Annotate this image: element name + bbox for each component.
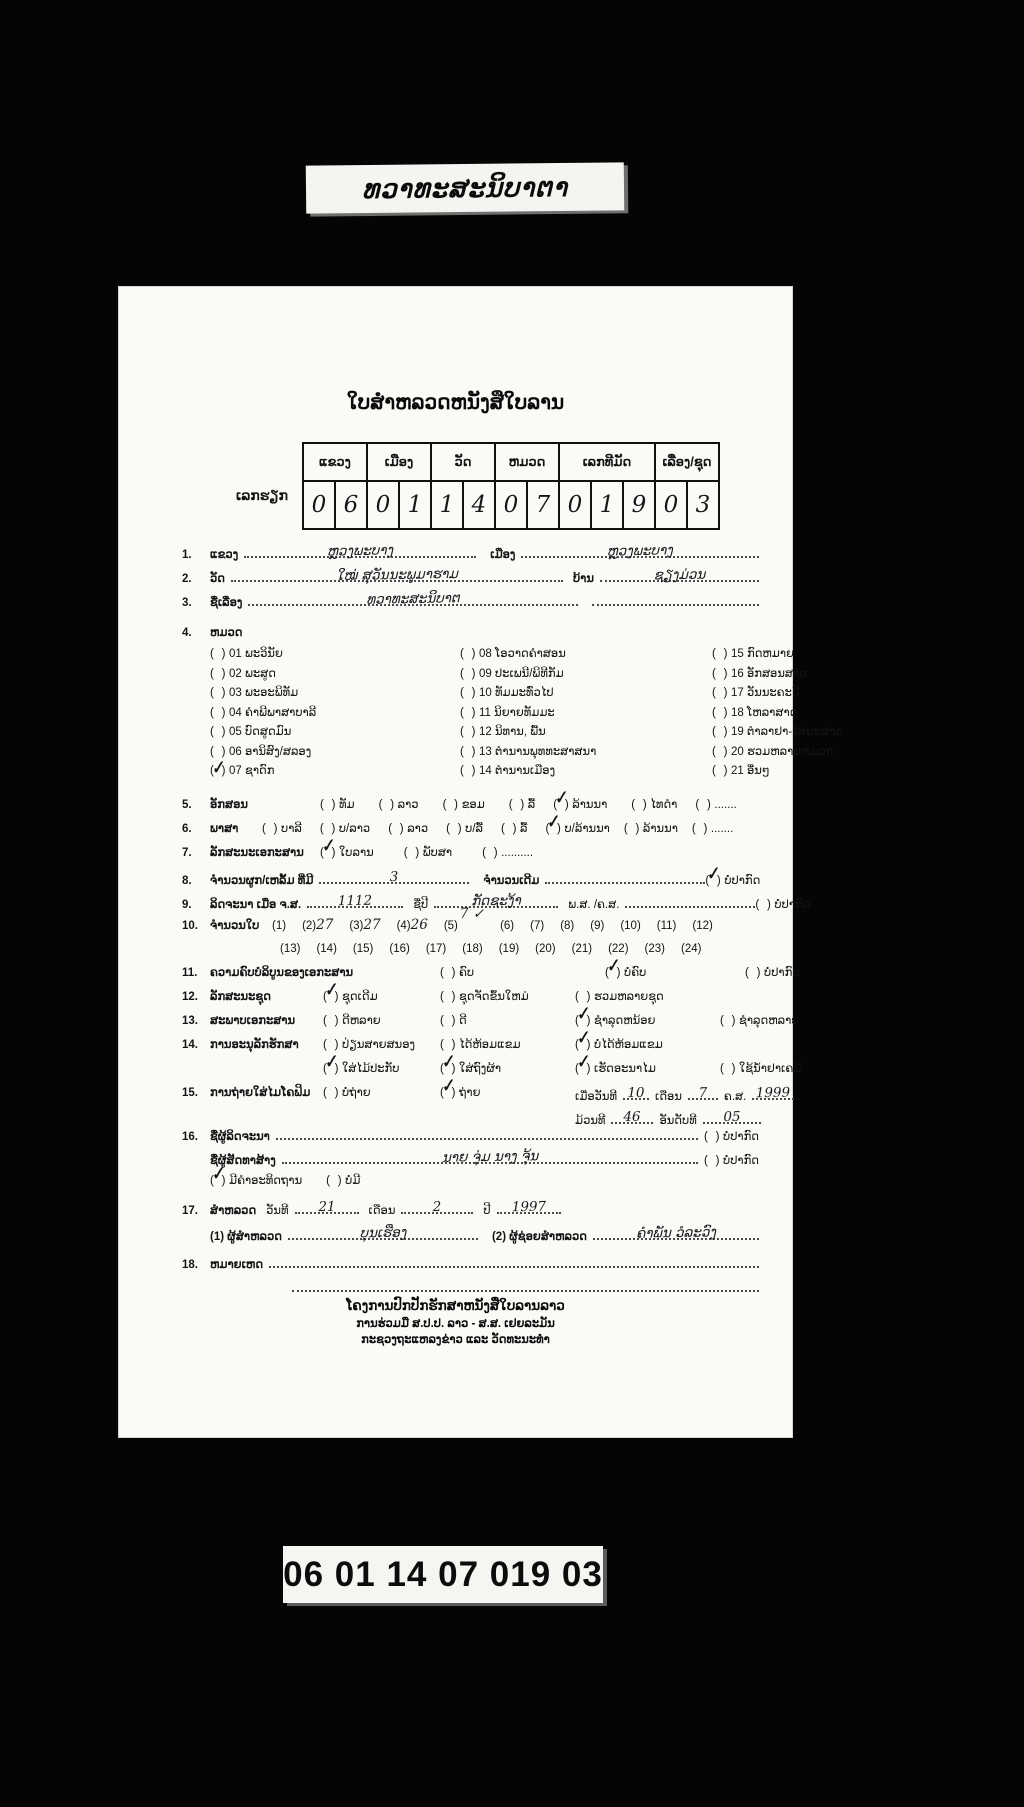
survey-label: ສຳຫລວດ — [210, 1205, 257, 1217]
set-type-label: ລັກສະນະຊຸດ — [210, 991, 271, 1003]
reel-no-field: 46 — [611, 1110, 653, 1124]
form-line-11: 11. ຄວາມຄົບບໍລິບູນຂອງເອກະສານ ( ) ຄົບ ( ) ✓ ບໍ່ຄົບ ( ) ບໍ່ປາກົດ — [182, 966, 759, 981]
preservation-option: ( ) ✓ ເຮັດອະນາໄມ — [575, 1062, 656, 1077]
checkbox — [460, 726, 475, 738]
document-type-option: ( ) ພັບສາ — [404, 846, 452, 861]
script-option: ( ) ໄທດໍາ — [631, 798, 677, 813]
col-wat: ວັດ — [431, 443, 495, 481]
checkbox — [624, 822, 639, 837]
checkbox — [704, 864, 722, 889]
sponsor-name-field — [282, 1150, 698, 1164]
leaf-slot: (6) — [500, 920, 515, 932]
language-option: ( ) ລື້ — [501, 822, 527, 837]
checkbox — [712, 765, 727, 777]
col-category: ຫມວດ — [495, 443, 559, 481]
category-item: ( ) 17 ວັນນະຄະດີ — [712, 685, 843, 705]
category-checklist — [210, 646, 843, 783]
digit-cell: 3 — [695, 492, 711, 518]
script-option: ( ) ✓ ລ້ານນາ — [553, 798, 607, 813]
checkmark-icon: ( ) ✓ — [322, 980, 340, 1001]
call-number-block — [236, 442, 720, 530]
leaf-slot: (9) — [590, 920, 605, 932]
checkbox — [210, 648, 225, 660]
checkbox — [574, 1004, 592, 1029]
checkbox — [439, 1076, 457, 1101]
form-line-3: 3. ຊື່ເລື່ອງ ທວາທະສະນິບາຕ — [182, 592, 759, 611]
fascicle-count-field — [319, 870, 469, 884]
form-line-10: 10. ຈຳນວນໃບ (1) (2)27 (3)27 (4)26 (5)7 ✓ (6) (7) (8) (9) (10) (11) (12) — [182, 906, 713, 933]
leaf-slot: (16) — [389, 943, 410, 955]
language-option: ( ) ....... — [692, 822, 733, 837]
set-type-option: ( ) ✓ ຊຸດເດີມ — [323, 990, 378, 1005]
checkmark-icon: ( ) ✓ — [209, 758, 227, 779]
not-found-option: ( ) ບໍ່ປາກົດ — [704, 1154, 759, 1169]
checkbox — [692, 822, 707, 837]
category-item: ( ) 18 ໂຫລາສາດ — [712, 705, 843, 725]
call-number-table — [302, 442, 720, 530]
checkbox — [460, 648, 475, 660]
colophon-option: ( ) ✓ ມີຄຳອະທິດຖານ — [210, 1174, 302, 1189]
script-option: ( ) ທັມ — [320, 798, 355, 813]
form-line-9: 9. ລິດຈະນາ ເມື່ອ ຈ.ສ. 1112 ຊື່ປີ ກັດຊະງ້າ ພ.ສ. /ຄ.ສ. ( ) ບໍ່ປາກົດ — [182, 894, 759, 913]
be-ce-field — [625, 894, 755, 908]
checkmark-icon: ( ) ✓ — [322, 1052, 340, 1073]
checkbox — [720, 1014, 735, 1029]
language-option: ( ) ລາວ — [388, 822, 428, 837]
leaf-count-label: ຈຳນວນໃບ — [210, 920, 260, 932]
film-day-field: 10 — [623, 1086, 649, 1100]
not-found-option: ( ) ✓ ບໍ່ປາກົດ — [705, 874, 760, 889]
form-line-6: 6. ພາສາ ( ) ບາລີ ( ) ບ/ລາວ ( ) ລາວ ( ) ບ/ລື້ ( ) ລື້ ( ) ✓ ບ/ລ້ານນາ ( ) ລ້ານນາ ( ) ....... — [182, 822, 759, 837]
checkmark-icon: ( ) ✓ — [544, 812, 562, 833]
form-line-16b — [182, 1150, 759, 1169]
checkbox — [404, 846, 419, 861]
form-line-7: 7. ລັກສະນະເອກະສານ ( ) ✓ ໃບລານ ( ) ພັບສາ ( ) .......... — [182, 846, 759, 861]
checkbox — [509, 798, 524, 813]
province-value: ຫຼວງພະບາງ — [327, 542, 394, 560]
copied-date-label: ລິດຈະນາ ເມື່ອ ຈ.ສ. — [210, 899, 302, 911]
not-found-option: ( ) ບໍ່ປາກົດ — [755, 898, 810, 913]
original-count-label: ຈຳນວນເດີມ — [483, 875, 540, 887]
form-line-14: 14. ການອະນຸລັກຮັກສາ ( ) ປ່ຽນສາຍສນອງ ( ) ໄດ້ຫ້ອມແຂມ ( ) ✓ ບໍ່ໄດ້ຫ້ອມແຂມ — [182, 1038, 759, 1053]
col-text-set: ເລື່ອງ/ຊຸດ — [655, 443, 719, 481]
not-found-option: ( ) ບໍ່ປາກົດ — [704, 1130, 759, 1145]
digit-cell: 4 — [471, 492, 487, 518]
leaf-slot: (10) — [620, 920, 641, 932]
wat-label: ວັດ — [210, 573, 225, 585]
checkbox — [544, 812, 562, 837]
category-item: ( ) 12 ນິທານ, ພື້ນ — [460, 724, 712, 744]
form-line-5: 5. ອັກສອນ ( ) ທັມ ( ) ລາວ ( ) ຂອມ ( ) ລື້ ( ) ✓ ລ້ານນາ ( ) ໄທດໍາ ( ) ....... — [182, 798, 759, 813]
surveyor-signature: ບຸນເຮືອງ — [359, 1224, 407, 1242]
language-option: ( ) ບາລີ — [262, 822, 302, 837]
year-name-value: ກັດຊະງ້າ — [471, 892, 522, 910]
leaf-slot: (11) — [656, 920, 677, 932]
microfilm-label: ການຖ່າຍໃສ່ໄມໂຄຟິມ — [210, 1087, 311, 1099]
form-line-8: 8. ຈຳນວນຜູກ/ເຫລັ້ມ ທີ່ມີ 3 ຈຳນວນເດີມ ( ) ✓ ບໍ່ປາກົດ — [182, 870, 759, 889]
district-value: ຫຼວງພະບາງ — [607, 542, 674, 560]
survey-day-field: 21 — [295, 1200, 359, 1214]
checkmark-icon: ( ) ✓ — [439, 1052, 457, 1073]
leaf-slot: (20) — [535, 943, 556, 955]
text-title-label: ຊື່ເລື່ອງ — [210, 597, 243, 609]
set-type-option: ( ) ຊຸດຈັດຂຶ້ນໃຫມ່ — [440, 990, 529, 1005]
form-line-15: 15. ການຖ່າຍໃສ່ໄມໂຄຟິມ ( ) ບໍ່ຖ່າຍ ( ) ✓ ຖ່າຍ ເມື່ອວັນທີ 10 ເດືອນ 7 ຄ.ສ. 1999 — [182, 1086, 759, 1101]
checkbox — [460, 668, 475, 680]
checkbox — [440, 1014, 455, 1029]
leaf-slot: (17) — [425, 943, 447, 955]
category-item: ( ) 09 ປະເພນີ/ພິທີກັມ — [460, 666, 712, 686]
checkbox — [443, 798, 458, 813]
district-label: ເມືອງ — [490, 549, 516, 561]
checkbox — [712, 746, 727, 758]
checkbox — [440, 966, 455, 981]
completeness-option: ( ) ຄົບ — [440, 966, 474, 981]
checkmark-icon: ( ) ✓ — [704, 864, 722, 885]
checkbox — [440, 1038, 455, 1053]
spine-title-label — [306, 162, 624, 213]
cs-year-field — [307, 894, 403, 908]
checkbox — [704, 1154, 719, 1169]
category-item: ( ) 13 ຕຳນານພຸທທະສາສນາ — [460, 744, 712, 764]
script-option: ( ) ລື້ — [509, 798, 535, 813]
microfilm-option: ( ) ✓ ຖ່າຍ — [440, 1086, 481, 1101]
checkbox — [720, 1062, 735, 1077]
assistant-surveyor-field — [593, 1226, 759, 1240]
checkbox — [695, 798, 710, 813]
preservation-option: ( ) ✓ ໃສ່ຖົງຜ້າ — [440, 1062, 501, 1077]
category-item: ( ) 01 ພະວິນັຍ — [210, 646, 460, 666]
microfilm-option: ( ) ບໍ່ຖ່າຍ — [323, 1086, 371, 1101]
form-line-1: 1. ແຂວງ ຫຼວງພະບາງ ເມືອງ ຫຼວງພະບາງ — [182, 544, 759, 563]
original-count-field — [545, 870, 705, 884]
assistant-surveyor-signature: ຄຳພັນ ວໍລະວົງ — [635, 1224, 717, 1242]
checkbox — [322, 980, 340, 1005]
category-label: ຫມວດ — [210, 627, 243, 639]
digit-cell: 9 — [631, 492, 647, 518]
footer-cooperation: ການຮ່ວມມື ສ.ປ.ປ. ລາວ - ສ.ສ. ເຢຍລະມັນ — [356, 1318, 555, 1330]
checkbox — [210, 726, 225, 738]
survey-form-page — [118, 286, 844, 1438]
preservation-option: ( ) ໄດ້ຫ້ອມແຂມ — [440, 1038, 521, 1053]
category-item: ( ) 19 ຕຳລາຢາ-ໄສຍະສາດ — [712, 724, 843, 744]
digit-cell: 1 — [407, 492, 423, 518]
category-item: ( ) 02 ພະສູດ — [210, 666, 460, 686]
category-item: ( ) 08 ໂອວາດຄຳສອນ — [460, 646, 712, 666]
form-line-17b — [182, 1226, 759, 1245]
call-number-header-row — [303, 443, 719, 481]
survey-month-field: 2 — [401, 1200, 473, 1214]
leaf-count-handwritten: 7 ✓ — [459, 906, 485, 922]
call-number-sticker — [283, 1546, 603, 1603]
reel-index-field: 05 — [703, 1110, 761, 1124]
category-item: ( ) 11 ນິຍາຍທັມມະ — [460, 705, 712, 725]
checkbox — [631, 798, 646, 813]
fascicle-count-label: ຈຳນວນຜູກ/ເຫລັ້ມ ທີ່ມີ — [210, 875, 314, 887]
col-province: ແຂວງ — [303, 443, 367, 481]
assistant-surveyor-label: (2) ຜູ້ຊ່ອຍສຳຫລວດ — [491, 1231, 587, 1243]
condition-option: ( ) ຊຳລຸດຫລາຍ — [720, 1014, 799, 1029]
checkbox — [440, 990, 455, 1005]
checkbox — [501, 822, 516, 837]
footer-ministry: ກະຊວງຖະແຫລງຂ່າວ ແລະ ວັດທະນະທຳ — [361, 1334, 550, 1346]
checkbox — [712, 648, 727, 660]
category-item: ( ) 21 ອື່ນໆ — [712, 763, 843, 783]
checkbox — [323, 1014, 338, 1029]
surveyor-field — [288, 1226, 478, 1240]
document-type-option: ( ) ✓ ໃບລານ — [320, 846, 374, 861]
spine-title-text: ທວາທະສະນິບາຕາ — [361, 171, 569, 204]
checkmark-icon: ( ) ✓ — [319, 836, 337, 857]
form-line-10b — [182, 942, 759, 957]
year-name-label: ຊື່ປີ — [413, 899, 429, 911]
condition-option: ( ) ດີ — [440, 1014, 467, 1029]
preservation-option: ( ) ປ່ຽນສາຍສນອງ — [323, 1038, 415, 1053]
checkmark-icon: ( ) ✓ — [439, 1076, 457, 1097]
document-type-label: ລັກສະນະເອກະສານ — [210, 847, 304, 859]
set-type-option: ( ) ຮວມຫລາຍຊຸດ — [575, 990, 664, 1005]
category-item: ( ) 15 ກົດຫມາຍ — [712, 646, 843, 666]
checkbox — [323, 1086, 338, 1101]
checkbox — [210, 668, 225, 680]
cs-year-value: 1112 — [337, 892, 373, 910]
be-ce-label: ພ.ສ. /ຄ.ສ. — [568, 899, 620, 911]
call-number-text: 06 01 14 07 019 03 — [283, 1554, 603, 1594]
footer-project: ໂຄງການປົກປັກຮັກສາຫນັງສືໃບລານລາວ — [346, 1298, 565, 1313]
microfilm-reel: ມ້ວນທີ 46 ອັນດັບທີ 05 — [575, 1110, 761, 1129]
category-item: ( ) 06 ອານິສົງ/ສລອງ — [210, 744, 460, 764]
digit-cell: 1 — [439, 492, 455, 518]
village-label: ບ້ານ — [572, 573, 594, 585]
script-option: ( ) ລາວ — [379, 798, 419, 813]
film-month-field: 7 — [688, 1086, 718, 1100]
checkbox — [439, 1052, 457, 1077]
leaf-count-handwritten: 27 — [363, 917, 381, 933]
form-title: ໃບສໍາຫລວດຫນັງສືໃບລານ — [346, 392, 565, 414]
survey-year-field: 1997 — [497, 1200, 561, 1214]
leaf-slot: (21) — [571, 943, 593, 955]
language-option: ( ) ✓ ບ/ລ້ານນາ — [545, 822, 609, 837]
checkmark-icon: ( ) ✓ — [604, 956, 622, 977]
script-label: ອັກສອນ — [210, 799, 248, 811]
col-district: ເມືອງ — [367, 443, 431, 481]
checkbox — [460, 707, 475, 719]
condition-option: ( ) ດີຫລາຍ — [323, 1014, 381, 1029]
condition-label: ສະພາບເອກະສານ — [210, 1015, 296, 1027]
leaf-slot: (15) — [352, 943, 374, 955]
film-year-field: 1999 — [752, 1086, 794, 1100]
leaf-slot: (7) — [530, 920, 545, 932]
checkbox — [210, 746, 225, 758]
microfilm-date: ເມື່ອວັນທີ 10 ເດືອນ 7 ຄ.ສ. 1999 — [575, 1086, 794, 1105]
form-line-4: 4. ຫມວດ — [182, 627, 243, 639]
checkbox — [574, 1028, 592, 1053]
form-footer — [118, 1298, 793, 1348]
remarks-field — [269, 1254, 759, 1268]
checkbox — [575, 990, 590, 1005]
digit-cell: 6 — [343, 492, 359, 518]
digit-cell: 0 — [567, 492, 583, 518]
checkbox — [388, 822, 403, 837]
leaf-slot: (12) — [692, 920, 713, 932]
leaf-slot: (13) — [280, 943, 301, 955]
category-item: ( ) 14 ຕຳນານເມືອງ — [460, 763, 712, 783]
leaf-slot: (3)27 — [349, 917, 381, 933]
category-item: ( ) 10 ທັມມະທົ່ວໄປ — [460, 685, 712, 705]
category-item: ( ) ✓ 07 ຊາດົກ — [210, 763, 460, 783]
scribe-name-label: ຊື່ຜູ້ລິດຈະນາ — [210, 1131, 270, 1143]
checkbox — [323, 1038, 338, 1053]
remarks-field-2 — [292, 1278, 759, 1292]
fascicle-count-value: 3 — [389, 868, 399, 886]
leaf-slot: (14) — [316, 943, 337, 955]
checkbox — [745, 966, 760, 981]
form-line-2: 2. ວັດ ໃໝ່ ສຸວັນນະພູມາຮາມ ບ້ານ ຊຽງມ່ວນ — [182, 568, 759, 587]
form-line-16: 16. ຊື່ຜູ້ລິດຈະນາ ( ) ບໍ່ປາກົດ — [182, 1126, 759, 1145]
language-option: ( ) ລ້ານນາ — [624, 822, 678, 837]
digit-cell: 0 — [375, 492, 391, 518]
leaf-slot: (2)27 — [302, 917, 334, 933]
leaf-slot: (1) — [272, 920, 287, 932]
category-item: ( ) 20 ຮວມຫລາຍຫມວດ — [712, 744, 843, 764]
language-option: ( ) ບ/ລາວ — [320, 822, 370, 837]
checkbox — [209, 1164, 227, 1189]
leaf-slot: (18) — [462, 943, 483, 955]
checkbox — [460, 687, 475, 699]
leaf-count-handwritten: 26 — [410, 917, 428, 933]
category-item: ( ) 04 ຄຳພີພາສາບາລີ — [210, 705, 460, 725]
leaf-slot: (22) — [608, 943, 629, 955]
leaf-slot: (19) — [498, 943, 520, 955]
checkbox — [712, 668, 727, 680]
text-title-field — [248, 592, 578, 606]
call-number-caption: ເລກຮຽກ — [236, 487, 288, 503]
text-title-value: ທວາທະສະນິບາຕ — [366, 590, 461, 608]
preservation-label: ການອະນຸລັກຮັກສາ — [210, 1039, 299, 1051]
wat-value: ໃໝ່ ສຸວັນນະພູມາຮາມ — [335, 565, 459, 585]
script-option: ( ) ....... — [695, 798, 736, 813]
leaf-slot: (8) — [560, 920, 575, 932]
checkbox — [319, 836, 337, 861]
category-item: ( ) 16 ອັກສອນສາດ — [712, 666, 843, 686]
digit-cell: 7 — [535, 492, 551, 518]
checkbox — [712, 687, 727, 699]
checkbox — [712, 707, 727, 719]
checkbox — [210, 707, 225, 719]
checkbox — [704, 1130, 719, 1145]
checkmark-icon: ( ) ✓ — [209, 1164, 227, 1185]
scribe-name-field — [276, 1126, 698, 1140]
col-bundle-no: ເລກທີມັດ — [559, 443, 655, 481]
leaf-slot: (23) — [644, 943, 665, 955]
sponsor-name-label: ຊື່ຜູ້ສັດທາສ້າງ — [210, 1155, 276, 1167]
digit-cell: 0 — [663, 492, 679, 518]
form-line-16c — [182, 1164, 759, 1189]
category-item: ( ) 05 ບົດສູດມົນ — [210, 724, 460, 744]
digit-cell: 0 — [503, 492, 519, 518]
completeness-option: ( ) ✓ ບໍ່ຄົບ — [605, 966, 646, 981]
checkbox — [712, 726, 727, 738]
language-label: ພາສາ — [210, 823, 239, 835]
leaf-slot: (5)7 ✓ — [443, 906, 485, 932]
checkbox — [552, 788, 570, 813]
checkbox — [326, 1174, 341, 1189]
preservation-option: ( ) ✓ ໃສ່ໄມ້ປະກັບ — [323, 1062, 399, 1077]
document-type-option: ( ) .......... — [482, 846, 533, 861]
form-line-18: 18. ຫມາຍເຫດ — [182, 1254, 759, 1273]
checkbox — [210, 687, 225, 699]
form-line-18b — [182, 1278, 759, 1292]
leaf-count-handwritten: 27 — [316, 917, 334, 933]
call-number-digits-row — [303, 481, 719, 529]
leaf-slot: (4)26 — [396, 917, 428, 933]
category-item: ( ) 03 ພະອະພິທັມ — [210, 685, 460, 705]
checkbox — [574, 1052, 592, 1077]
colophon-option: ( ) ບໍ່ມີ — [326, 1174, 360, 1189]
province-field — [244, 544, 476, 558]
preservation-option: ( ) ✓ ບໍ່ໄດ້ຫ້ອມແຂມ — [575, 1038, 663, 1053]
province-label: ແຂວງ — [210, 549, 239, 561]
checkbox — [209, 758, 227, 779]
checkmark-icon: ( ) ✓ — [574, 1028, 592, 1049]
text-title-field-extra — [592, 592, 759, 606]
checkmark-icon: ( ) ✓ — [574, 1052, 592, 1073]
checkbox — [755, 898, 770, 913]
year-name-field — [434, 894, 558, 908]
leaf-slot: (24) — [680, 943, 702, 955]
checkmark-icon: ( ) ✓ — [574, 1004, 592, 1025]
condition-option: ( ) ✓ ຊຳລຸດຫນ້ອຍ — [575, 1014, 655, 1029]
checkbox — [320, 798, 335, 813]
checkbox — [460, 746, 475, 758]
completeness-label: ຄວາມຄົບບໍລິບູນຂອງເອກະສານ — [210, 967, 354, 979]
checkbox — [322, 1052, 340, 1077]
script-option: ( ) ຂອມ — [443, 798, 485, 813]
digit-cell: 0 — [311, 492, 327, 518]
checkbox — [262, 822, 277, 837]
checkbox — [460, 765, 475, 777]
form-line-12: 12. ລັກສະນະຊຸດ ( ) ✓ ຊຸດເດີມ ( ) ຊຸດຈັດຂຶ້ນໃຫມ່ ( ) ຮວມຫລາຍຊຸດ — [182, 990, 759, 1005]
preservation-option: ( ) ໃຊ້ນ້ຳຢາເຄມີ — [720, 1062, 801, 1077]
checkbox — [604, 956, 622, 981]
village-field — [600, 568, 759, 582]
language-option: ( ) ບ/ລື້ — [446, 822, 483, 837]
form-line-17: 17. ສຳຫລວດ ວັນທີ 21 ເດືອນ 2 ປີ 1997 — [182, 1200, 759, 1219]
checkbox — [379, 798, 394, 813]
checkbox — [320, 822, 335, 837]
surveyor-label: (1) ຜູ້ສຳຫລວດ — [210, 1231, 282, 1243]
village-value: ຊຽງມ່ວນ — [653, 566, 706, 584]
district-field — [521, 544, 759, 558]
checkmark-icon: ( ) ✓ — [552, 788, 570, 809]
digit-cell: 1 — [599, 492, 615, 518]
checkbox — [446, 822, 461, 837]
completeness-option: ( ) ບໍ່ປາກົດ — [745, 966, 800, 981]
remarks-label: ຫມາຍເຫດ — [210, 1259, 264, 1271]
form-line-13: 13. ສະພາບເອກະສານ ( ) ດີຫລາຍ ( ) ດີ ( ) ✓ ຊຳລຸດຫນ້ອຍ ( ) ຊຳລຸດຫລາຍ — [182, 1014, 759, 1029]
sponsor-name-value: ນາຍ ຈຸ່ມ ນາງ ຈຸ້ນ — [441, 1148, 539, 1166]
checkbox — [482, 846, 497, 861]
